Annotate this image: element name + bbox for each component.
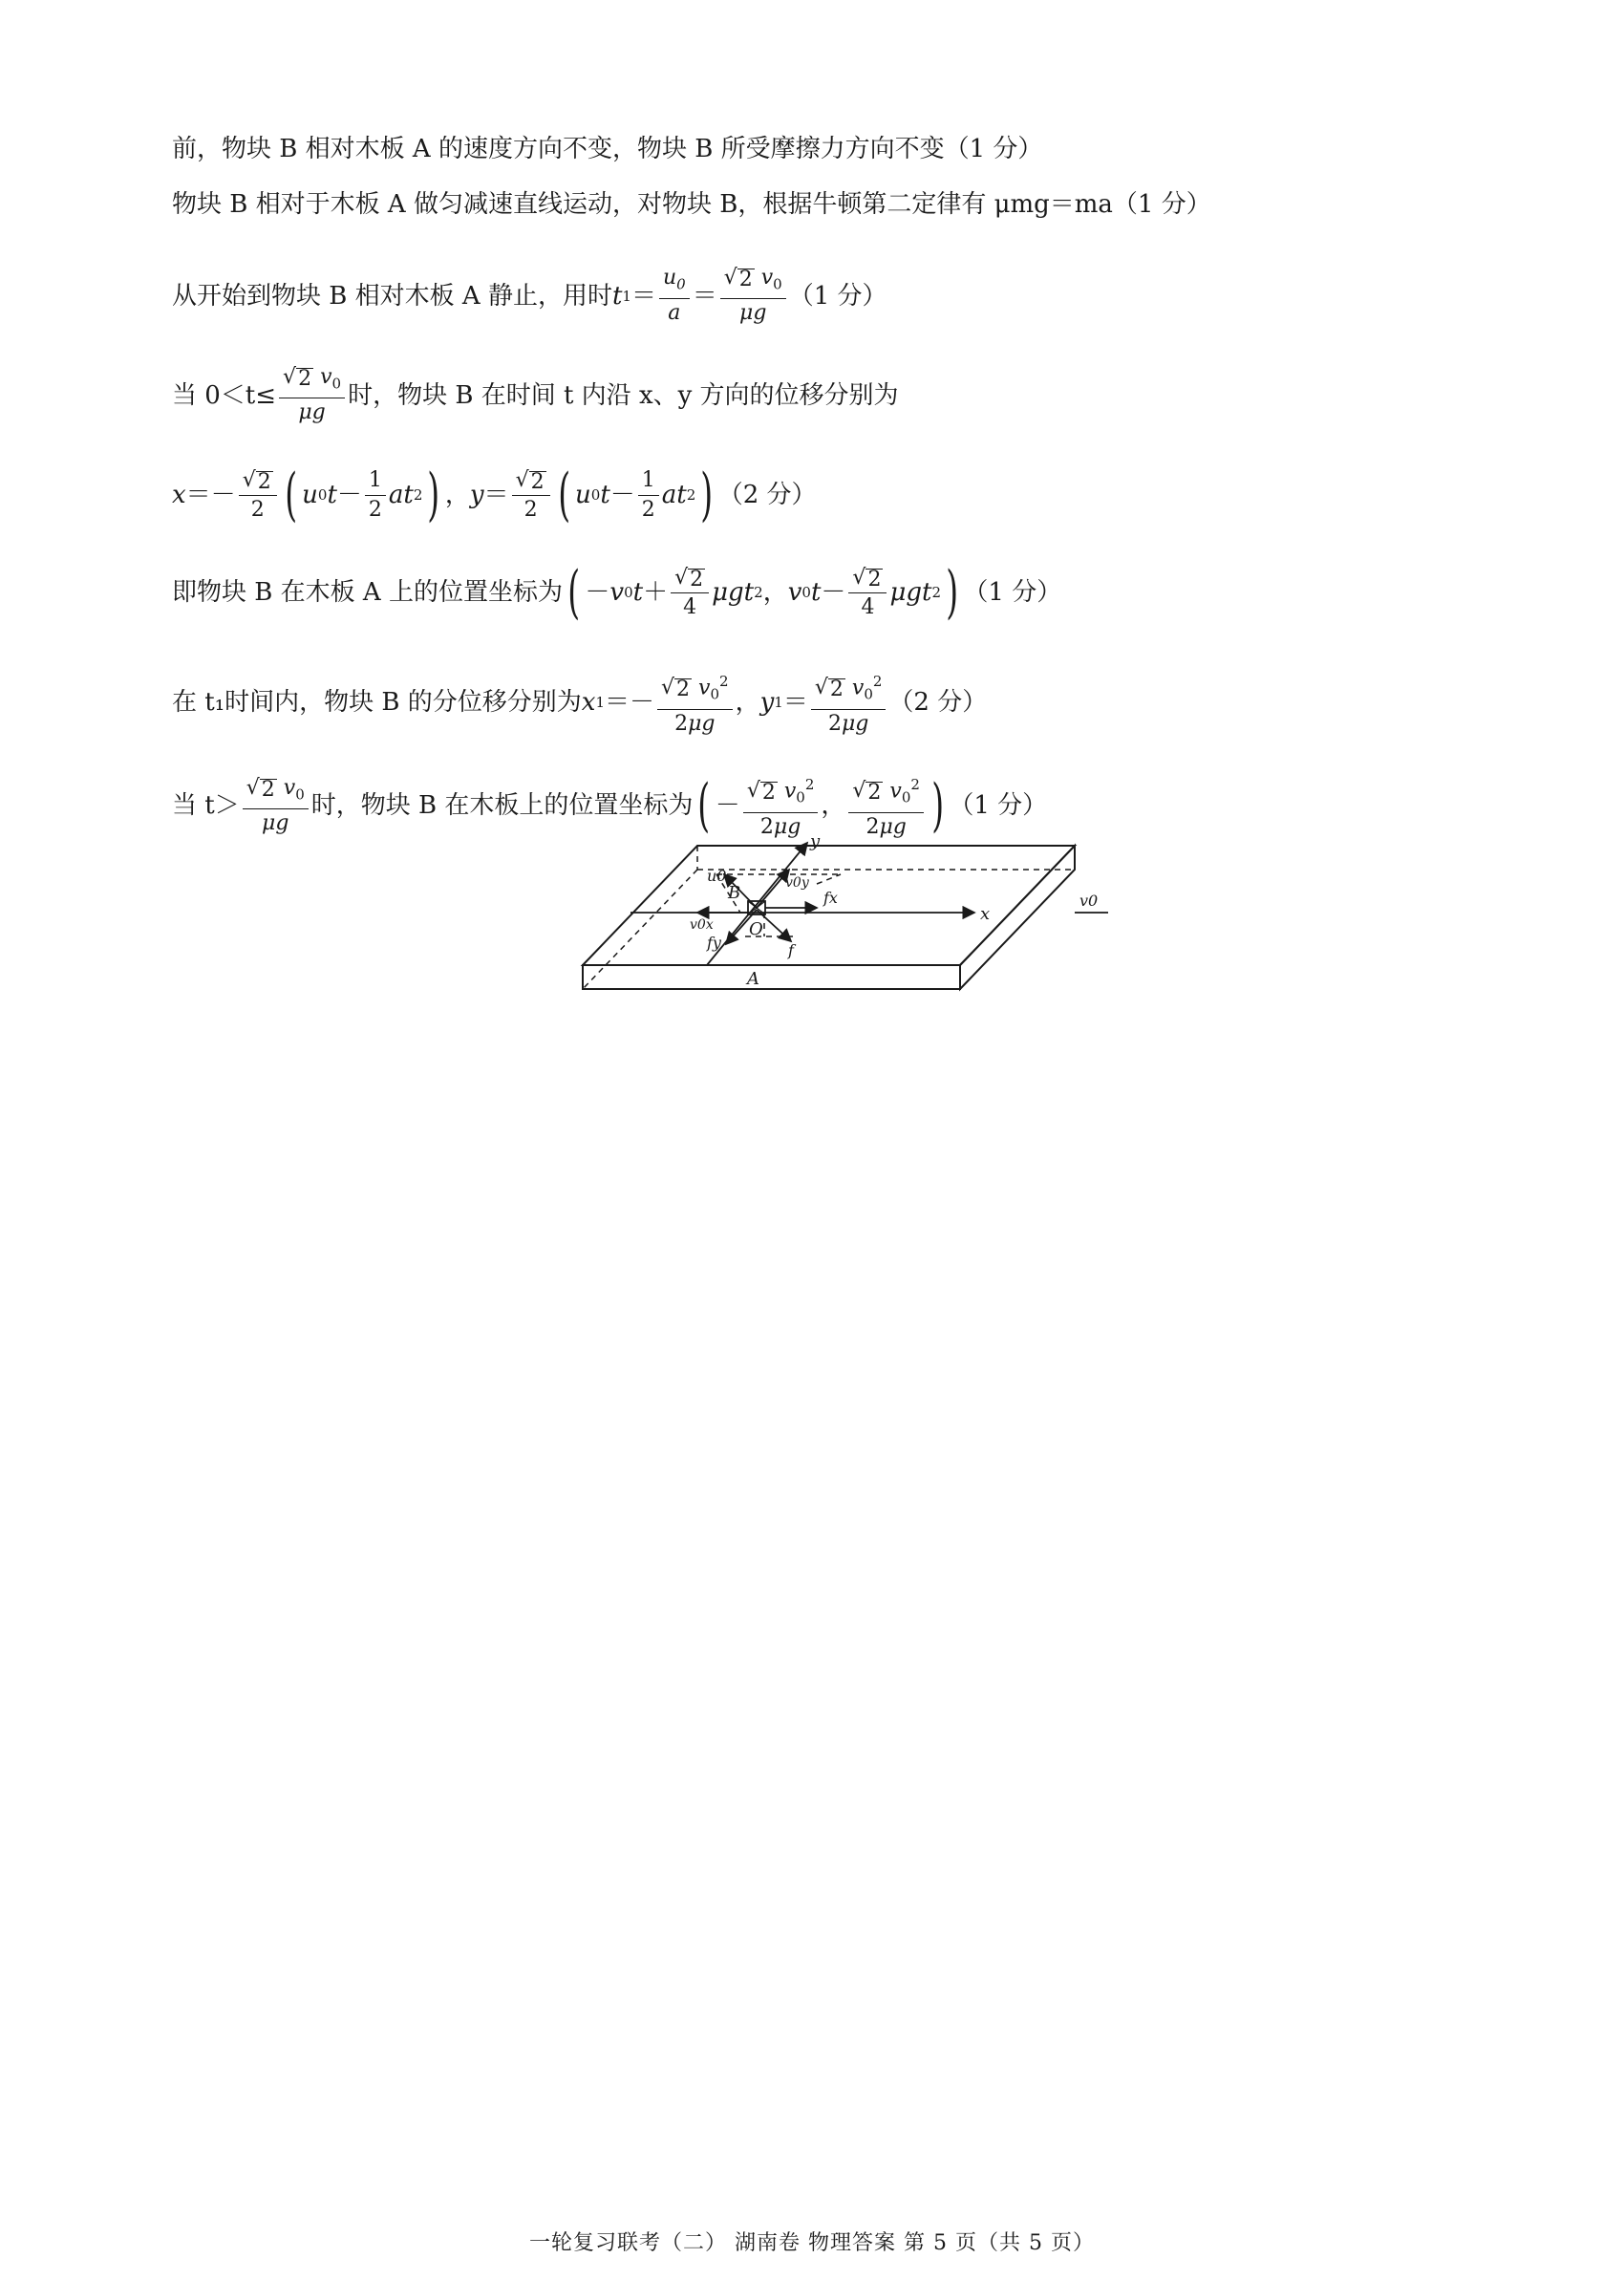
label-O: O <box>749 919 763 939</box>
text-line-7: 在 t₁时间内，物块 B 的分位移分别为 x 1 ＝－ √ 2 $v_0^2$ 2μg ， y 1 ＝ √ 2 $v_0^2$ 2μg （2 分） <box>172 669 1509 737</box>
text-line-5: x ＝－ √ 2 2 ( u 0 t － $\frac{1}{2}$ at 2 ) ， y ＝ √ 2 2 ( u 0 t － $\frac{1}{2}$ at 2 ) （2 分） <box>172 462 817 528</box>
board-diagram <box>573 831 1108 1008</box>
fraction: √ 2 $v_0$ μg <box>279 365 345 425</box>
fraction: √ 2 $v_0^2$ 2μg <box>657 669 733 737</box>
page-footer: 一轮复习联考（二） 湖南卷 物理答案 第 5 页（共 5 页） <box>529 2231 1095 2255</box>
fraction: √ 2 $v_0^2$ 2μg <box>811 669 887 737</box>
fraction: $\frac{1}{2}$ <box>638 468 659 523</box>
label-fy: fy <box>707 934 721 952</box>
label-v0x: v0x <box>690 917 714 933</box>
fraction: √ 2 4 <box>671 566 709 620</box>
label-f: f <box>788 941 794 959</box>
text-line-6: 即物块 B 在木板 A 上的位置坐标为 ( － v 0 t ＋ √ 2 4 μgt 2 ， v 0 t － √ 2 4 μgt 2 ) （1 分） <box>172 559 1062 626</box>
fraction: √ 2 4 <box>848 566 887 620</box>
text-line-8: 当 t＞ √ 2 $v_0$ μg 时，物块 B 在木板上的位置坐标为 ( － √ 2 $v_0^2$ 2μg ， √ 2 $v_0^2$ 2μg ) （1 分） <box>172 772 1048 840</box>
fraction: √ 2 $v_0$ μg <box>720 266 786 326</box>
text-line-1: 前，物块 B 相对木板 A 的速度方向不变，物块 B 所受摩擦力方向不变（1 分） <box>172 135 1043 163</box>
fraction: √ 2 2 <box>512 468 550 523</box>
fraction: √ 2 2 <box>239 468 277 523</box>
text-line-2: 物块 B 相对于木板 A 做匀减速直线运动，对物块 B，根据牛顿第二定律有 μmg＝ma（1 分） <box>172 190 1211 219</box>
label-v0y: v0y <box>785 875 809 891</box>
fraction: $\frac{1}{2}$ <box>365 468 386 523</box>
label-B: B <box>728 883 741 903</box>
label-y: y <box>810 831 821 851</box>
hidden-lines <box>583 846 1075 989</box>
v0y-arrow <box>757 870 789 908</box>
label-A: A <box>747 969 759 989</box>
label-v0: v0 <box>1079 892 1099 910</box>
label-x: x <box>980 904 991 924</box>
board-outline <box>583 846 1075 989</box>
label-u0: u0 <box>707 867 727 885</box>
text-line-3: 从开始到物块 B 相对木板 A 静止，用时 t 1 ＝ $\frac{u_0}{a}$ ＝ √ 2 $v_0$ μg （1 分） <box>172 266 887 326</box>
label-fx: fx <box>823 889 838 907</box>
fraction: $\frac{u_0}{a}$ <box>659 266 690 326</box>
fraction: √ 2 $v_0$ μg <box>243 776 309 836</box>
fraction: √ 2 $v_0^2$ 2μg <box>743 772 819 840</box>
fraction: √ 2 $v_0^2$ 2μg <box>848 772 924 840</box>
text-line-4: 当 0＜t≤ √ 2 $v_0$ μg 时，物块 B 在时间 t 内沿 x、y 方向的位移分别为 <box>172 365 899 425</box>
